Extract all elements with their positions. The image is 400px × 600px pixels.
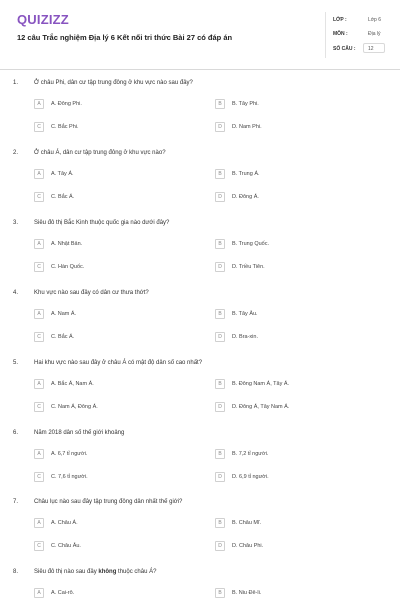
option-text: C. Hàn Quốc. [51,264,85,270]
option-letter: D [215,541,225,551]
option-text: A. Nhật Bản. [51,241,83,247]
option-text: C. Bắc Phi. [51,124,79,130]
option-letter: B [215,239,225,249]
option-text: D. 6,9 tỉ người. [232,474,269,480]
option-text: D. Triều Tiên. [232,264,265,270]
option-letter: D [215,472,225,482]
option-letter: B [215,309,225,319]
question-text-after: thuộc châu Á? [116,569,157,575]
option-text: A. Tây Á. [51,171,74,177]
option-letter: A [34,309,44,319]
option-text: B. Tây Phi. [232,101,259,107]
option-text: A. Đông Phi. [51,101,82,107]
option-text: D. Châu Phi. [232,543,264,549]
option-text: A. Cai-rô. [51,590,75,596]
option-text: B. 7,2 tỉ người. [232,451,269,457]
option-letter: D [215,262,225,272]
worksheet-title: 12 câu Trắc nghiệm Địa lý 6 Kết nối tri thức Bài 27 có đáp án [17,33,233,42]
question-number: 1. [13,80,19,86]
meta-grade-value: Lớp 6 [368,17,382,23]
question-text: Hai khu vực nào sau đây ở châu Á có mật độ dân số cao nhất? [34,360,203,366]
meta-subject-value: Địa lý [368,31,381,37]
option-letter: B [215,518,225,528]
option-letter: B [215,449,225,459]
option-letter: A [34,239,44,249]
question-number: 7. [13,499,19,505]
meta-grade-label: LỚP : [333,17,347,23]
option-letter: D [215,332,225,342]
option-text: B. Trung Quốc. [232,241,269,247]
option-letter: C [34,192,44,202]
option-letter: C [34,541,44,551]
option-letter: C [34,122,44,132]
option-letter: C [34,472,44,482]
option-letter: D [215,402,225,412]
option-letter: B [215,99,225,109]
header-divider [325,12,326,58]
question-number: 5. [13,360,19,366]
question-text-before: Siêu đô thị nào sau đây [34,569,99,575]
option-text: B. Niu Đê-li. [232,590,262,596]
option-letter: A [34,449,44,459]
question-number: 8. [13,569,19,575]
option-letter: A [34,169,44,179]
option-letter: C [34,332,44,342]
option-text: D. Đông Á. [232,194,259,200]
option-letter: A [34,588,44,598]
option-letter: D [215,122,225,132]
option-letter: C [34,402,44,412]
question-text-emphasis: không [98,569,117,575]
question-text [34,569,156,575]
question-number: 3. [13,220,19,226]
option-letter: B [215,588,225,598]
option-letter: B [215,379,225,389]
option-text: B. Trung Á. [232,171,260,177]
option-text: B. Đông Nam Á, Tây Á. [232,381,290,387]
option-letter: A [34,518,44,528]
option-text: B. Châu Mĩ. [232,520,262,526]
question-number: 2. [13,150,19,156]
question-text: Ở châu Phi, dân cư tập trung đông ở khu vực nào sau đây? [34,80,193,86]
question-text: Ở châu Á, dân cư tập trung đông ở khu vực nào? [34,150,166,156]
option-text: D. Đông Á, Tây Nam Á. [232,404,290,410]
option-text: C. Bắc Á. [51,194,75,200]
option-text: B. Tây Âu. [232,311,258,317]
question-text: Châu lục nào sau đây tập trung đông dân nhất thế giới? [34,499,183,505]
question-text: Siêu đô thị Bắc Kinh thuộc quốc gia nào dưới đây? [34,220,170,226]
option-text: A. Bắc Á, Nam Á. [51,381,94,387]
question-text: Khu vực nào sau đây có dân cư thưa thớt? [34,290,149,296]
option-letter: D [215,192,225,202]
option-text: A. Châu Á. [51,520,78,526]
option-text: C. Nam Á, Đông Á. [51,404,98,410]
option-text: C. Châu Âu. [51,543,81,549]
option-text: A. Nam Á. [51,311,77,317]
option-letter: A [34,99,44,109]
meta-subject-label: MÔN : [333,31,348,37]
quizizz-logo: QUIZIZZ [17,12,69,27]
option-text: D. Nam Phi. [232,124,262,130]
option-letter: B [215,169,225,179]
option-text: C. Bắc Á. [51,334,75,340]
question-text: Năm 2018 dân số thế giới khoảng [34,430,125,436]
meta-count-label: SỐ CÂU : [333,46,356,52]
option-letter: C [34,262,44,272]
question-number: 4. [13,290,19,296]
meta-count-box [363,43,385,53]
meta-count-value: 12 [368,46,374,52]
worksheet-header [0,0,400,70]
option-text: A. 6,7 tỉ người. [51,451,88,457]
option-text: C. 7,6 tỉ người. [51,474,88,480]
option-text: D. Bra-xin. [232,334,258,340]
option-letter: A [34,379,44,389]
question-number: 6. [13,430,19,436]
